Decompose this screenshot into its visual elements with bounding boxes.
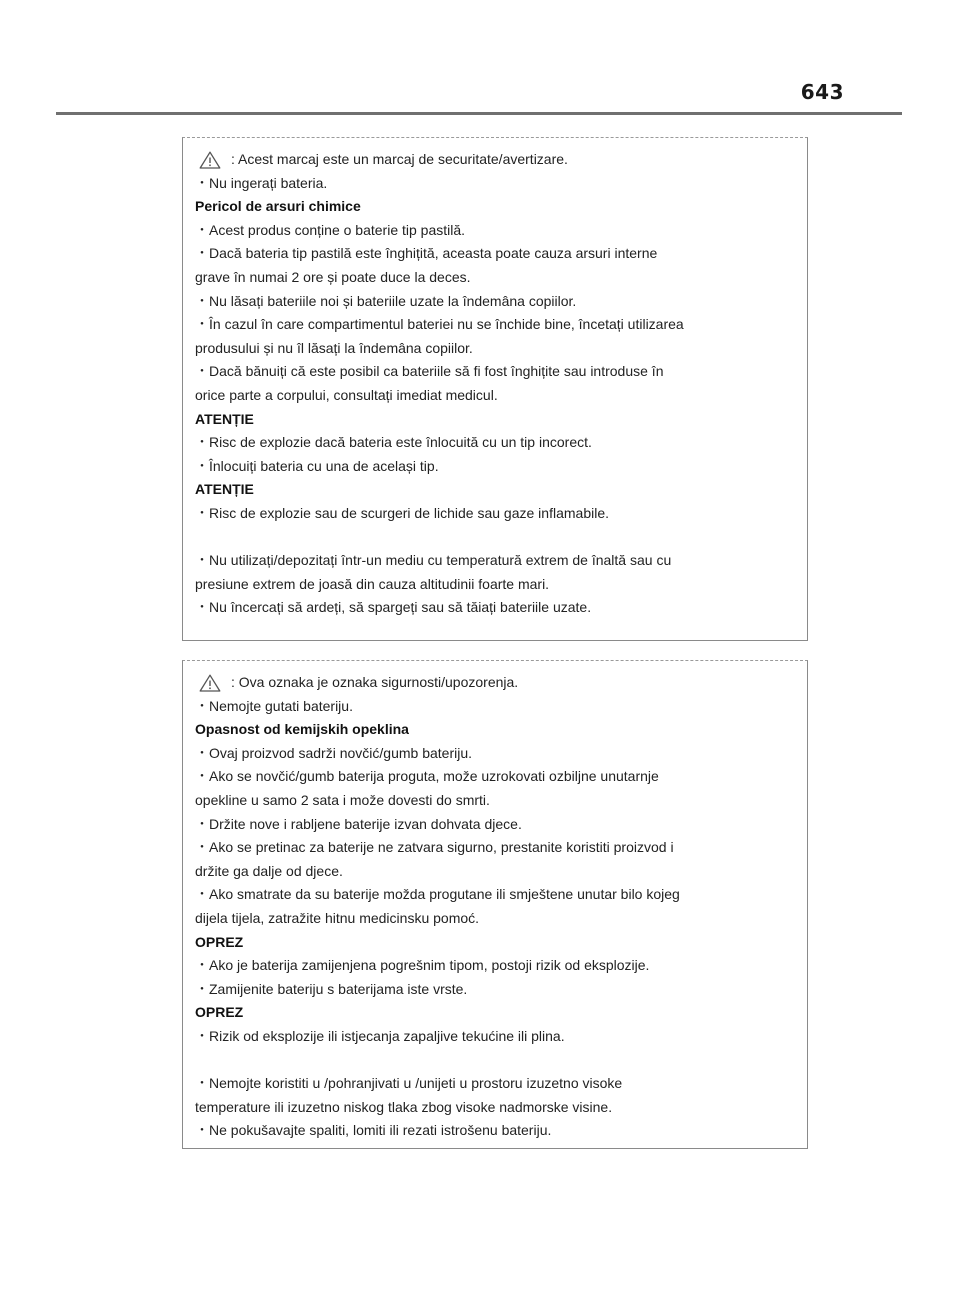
text-line	[195, 313, 795, 337]
text-line	[195, 765, 795, 789]
text-line	[195, 573, 795, 597]
line-text: orice parte a corpului, consultați imediat medicul.	[195, 386, 498, 403]
line-text: OPREZ	[195, 933, 244, 950]
line-text: ・Nemojte gutati bateriju.	[195, 697, 353, 714]
text-line	[195, 290, 795, 314]
line-text: ・Dacă bănuiți că este posibil ca bateriile să fi fost înghițite sau introduse în	[195, 363, 664, 380]
line-text: presiune extrem de joasă din cauza altitudinii foarte mari.	[195, 575, 550, 592]
warning-mark-line	[195, 148, 795, 172]
line-text: Opasnost od kemijskih opeklina	[195, 721, 409, 738]
line-text: ・Nu utilizați/depozitați într-un mediu cu temperatură extrem de înaltă sau cu	[195, 552, 672, 569]
line-text: ・Nemojte koristiti u /pohranjivati u /unijeti u prostoru izuzetno visoke	[195, 1075, 623, 1092]
line-text: ・Zamijenite bateriju s baterijama iste vrste.	[195, 980, 468, 997]
text-line	[195, 1096, 795, 1120]
warning-triangle-icon	[199, 674, 221, 692]
warning-mark-line	[195, 671, 795, 695]
line-text: ATENȚIE	[195, 410, 254, 427]
line-text: ・Ako se pretinac za baterije ne zatvara sigurno, prestanite koristiti proizvod i	[195, 839, 674, 856]
line-text: ・Acest produs conține o baterie tip pastilă.	[195, 221, 466, 238]
text-line	[195, 384, 795, 408]
text-line	[195, 502, 795, 526]
warning-box-romanian	[182, 137, 808, 641]
line-text: Pericol de arsuri chimice	[195, 198, 361, 215]
blank-line	[195, 526, 795, 550]
line-text: ・Nu lăsați bateriile noi și bateriile uzate la îndemâna copiilor.	[195, 292, 577, 309]
line-text: temperature ili izuzetno niskog tlaka zbog visoke nadmorske visine.	[195, 1098, 613, 1115]
text-line	[195, 1072, 795, 1096]
blank-line	[195, 1049, 795, 1073]
text-line	[195, 219, 795, 243]
text-line	[195, 860, 795, 884]
section-heading	[195, 195, 795, 219]
line-text: ・Nu ingerați bateria.	[195, 174, 328, 191]
section-heading	[195, 718, 795, 742]
line-text: opekline u samo 2 sata i može dovesti do smrti.	[195, 791, 490, 808]
text-line	[195, 695, 795, 719]
line-text: dijela tijela, zatražite hitnu medicinsku pomoć.	[195, 909, 480, 926]
warning-triangle-icon	[199, 151, 221, 169]
text-line	[195, 1119, 795, 1143]
line-text: ・În cazul în care compartimentul bateriei nu se închide bine, încetați utilizarea	[195, 316, 684, 333]
line-text: ・Dacă bateria tip pastilă este înghițită, aceasta poate cauza arsuri interne	[195, 245, 658, 262]
text-line	[195, 742, 795, 766]
warning-box-croatian	[182, 660, 808, 1149]
line-text: ・Ako smatrate da su baterije možda progutane ili smještene unutar bilo kojeg	[195, 886, 680, 903]
text-line	[195, 836, 795, 860]
text-line	[195, 883, 795, 907]
text-line	[195, 266, 795, 290]
line-text: ・Ako se novčić/gumb baterija proguta, može uzrokovati ozbiljne unutarnje	[195, 768, 659, 785]
line-text: ・Risc de explozie sau de scurgeri de lichide sau gaze inflamabile.	[195, 504, 609, 521]
line-text: : Ova oznaka je oznaka sigurnosti/upozorenja.	[231, 674, 519, 690]
section-heading	[195, 478, 795, 502]
line-text: produsului și nu îl lăsați la îndemâna copiilor.	[195, 339, 473, 356]
text-line	[195, 360, 795, 384]
text-line	[195, 172, 795, 196]
text-line	[195, 596, 795, 620]
text-line	[195, 337, 795, 361]
section-heading	[195, 931, 795, 955]
line-text: grave în numai 2 ore și poate duce la deces.	[195, 268, 471, 285]
header-rule	[56, 112, 902, 115]
line-text: ・Ovaj proizvod sadrži novčić/gumb bateriju.	[195, 744, 473, 761]
line-text: OPREZ	[195, 1004, 244, 1021]
text-line	[195, 813, 795, 837]
line-text: ・Ne pokušavajte spaliti, lomiti ili rezati istrošenu bateriju.	[195, 1122, 552, 1139]
text-line	[195, 431, 795, 455]
text-line	[195, 455, 795, 479]
line-text: ・Nu încercați să ardeți, să spargeți sau să tăiați bateriile uzate.	[195, 599, 592, 616]
text-line	[195, 1025, 795, 1049]
text-line	[195, 242, 795, 266]
line-text: držite ga dalje od djece.	[195, 862, 343, 879]
section-heading	[195, 408, 795, 432]
line-text: ・Držite nove i rabljene baterije izvan dohvata djece.	[195, 815, 522, 832]
text-line	[195, 549, 795, 573]
line-text: ・Risc de explozie dacă bateria este înlocuită cu un tip incorect.	[195, 434, 592, 451]
text-line	[195, 978, 795, 1002]
line-text: ATENȚIE	[195, 481, 254, 498]
text-line	[195, 907, 795, 931]
line-text: ・Rizik od eksplozije ili istjecanja zapaljive tekućine ili plina.	[195, 1027, 565, 1044]
line-text: ・Ako je baterija zamijenjena pogrešnim tipom, postoji rizik od eksplozije.	[195, 957, 650, 974]
line-text: ・Înlocuiți bateria cu una de același tip.	[195, 457, 439, 474]
text-line	[195, 954, 795, 978]
line-text: : Acest marcaj este un marcaj de securitate/avertizare.	[231, 151, 568, 167]
section-heading	[195, 1001, 795, 1025]
page-number: 643	[800, 80, 844, 104]
text-line	[195, 789, 795, 813]
